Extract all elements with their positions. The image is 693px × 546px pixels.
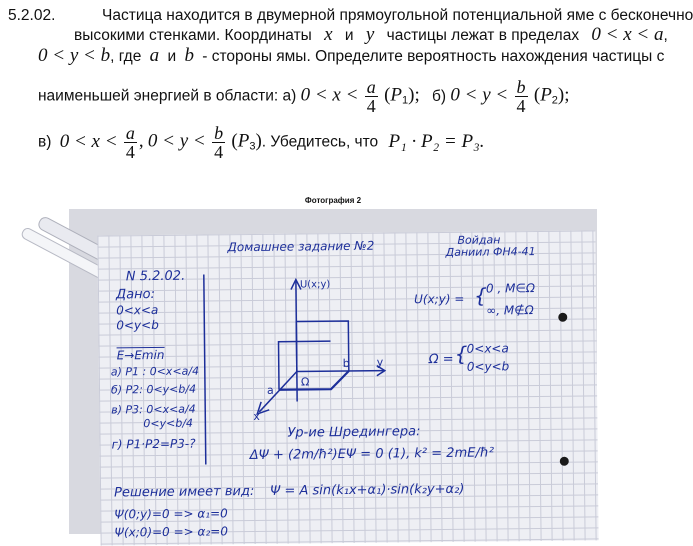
- conj-and-2: и: [167, 48, 177, 65]
- notebook-photo: [69, 209, 597, 540]
- sub-1: 1: [402, 94, 409, 107]
- author-line-1: Войдан: [457, 233, 501, 247]
- brace-icon: {: [454, 341, 468, 366]
- potential-case-2: ∞, M∉Ω: [486, 303, 534, 318]
- sub-3: 3: [249, 140, 256, 153]
- energy-min: E→Emin: [116, 347, 165, 363]
- find-p3-y: 0<y<b/4: [143, 416, 194, 431]
- condition-x: 0 < x < a: [591, 24, 664, 45]
- sub-2: 2: [551, 94, 558, 107]
- given-label: Дано:: [115, 287, 156, 303]
- punch-hole: [558, 313, 567, 322]
- find-check: г) P1·P2=P3-?: [111, 436, 196, 452]
- problem-line-4: наименьшей энергией в области: а): [38, 87, 297, 105]
- schrodinger-equation: ΔΨ + (2m/ħ²)EΨ = 0 (1), k² = 2mE/ħ²: [249, 445, 495, 464]
- author-line-2: Даниил ФН4-41: [445, 245, 536, 259]
- omega-x: 0<x<a: [466, 341, 509, 356]
- problem-line-2b: частицы лежат в пределах: [386, 27, 580, 44]
- axis-y-label: y: [376, 355, 384, 369]
- identity: P₁ · P₂ = P₃.: [388, 130, 485, 152]
- point-b: b: [342, 356, 350, 371]
- boundary-condition-1: Ψ(0;y)=0 => α₁=0: [114, 506, 228, 522]
- problem-number: 5.2.02.: [8, 7, 56, 24]
- photo-caption: Фотография 2: [304, 196, 362, 205]
- boundary-condition-2: Ψ(x;0)=0 => α₂=0: [114, 524, 229, 540]
- find-p3: в) P3: 0<x<a/4: [111, 402, 196, 417]
- notebook-page: [97, 230, 598, 545]
- omega-region: Ω: [300, 375, 310, 389]
- schrodinger-title: Ур-ие Шредингера:: [287, 424, 421, 441]
- problem-line-1: Частица находится в двумерной прямоугольной потенциальной яме с бесконечно: [102, 7, 693, 24]
- problem-line-2a: высокими стенками. Координаты: [74, 27, 312, 44]
- solution-title: Решение имеет вид:: [114, 483, 255, 501]
- axis-u-label: U(x;y): [299, 279, 331, 291]
- problem-line-3a: , где: [110, 48, 142, 65]
- header-title: Домашнее задание №2: [227, 238, 375, 255]
- part-v-label: в): [38, 133, 52, 151]
- potential-case-1: 0 , M∈Ω: [485, 281, 536, 296]
- var-a: a: [149, 45, 160, 66]
- check-text: . Убедитесь, что: [261, 133, 379, 151]
- find-p2: б) P2: 0<y<b/4: [110, 382, 197, 397]
- brace-icon: {: [473, 283, 487, 308]
- task-number: N 5.2.02.: [125, 268, 186, 285]
- axis-x-label: x: [253, 409, 260, 423]
- condition-y: 0 < y < b: [38, 45, 111, 66]
- var-x: x: [324, 24, 333, 45]
- solution-equation: Ψ = A sin(k₁x+α₁)·sin(k₂y+α₂): [269, 481, 465, 499]
- potential-well-sketch: [238, 271, 390, 423]
- given-y: 0<y<b: [116, 317, 159, 333]
- part-b-label: б): [432, 87, 447, 105]
- var-y: y: [365, 24, 375, 45]
- problem-line-3b: - стороны ямы. Определите вероятность нахождения частицы с: [202, 48, 665, 65]
- omega-definition: Ω =: [428, 351, 454, 368]
- conj-and: и: [344, 27, 354, 44]
- given-divider: [202, 274, 208, 464]
- var-b: b: [184, 45, 194, 66]
- potential-definition: U(x;y) =: [414, 291, 465, 307]
- given-x: 0<x<a: [116, 302, 159, 318]
- omega-y: 0<y<b: [466, 359, 510, 374]
- point-a: a: [266, 383, 274, 397]
- find-p1: а) P1 : 0<x<a/4: [110, 364, 200, 379]
- punch-hole: [560, 457, 569, 466]
